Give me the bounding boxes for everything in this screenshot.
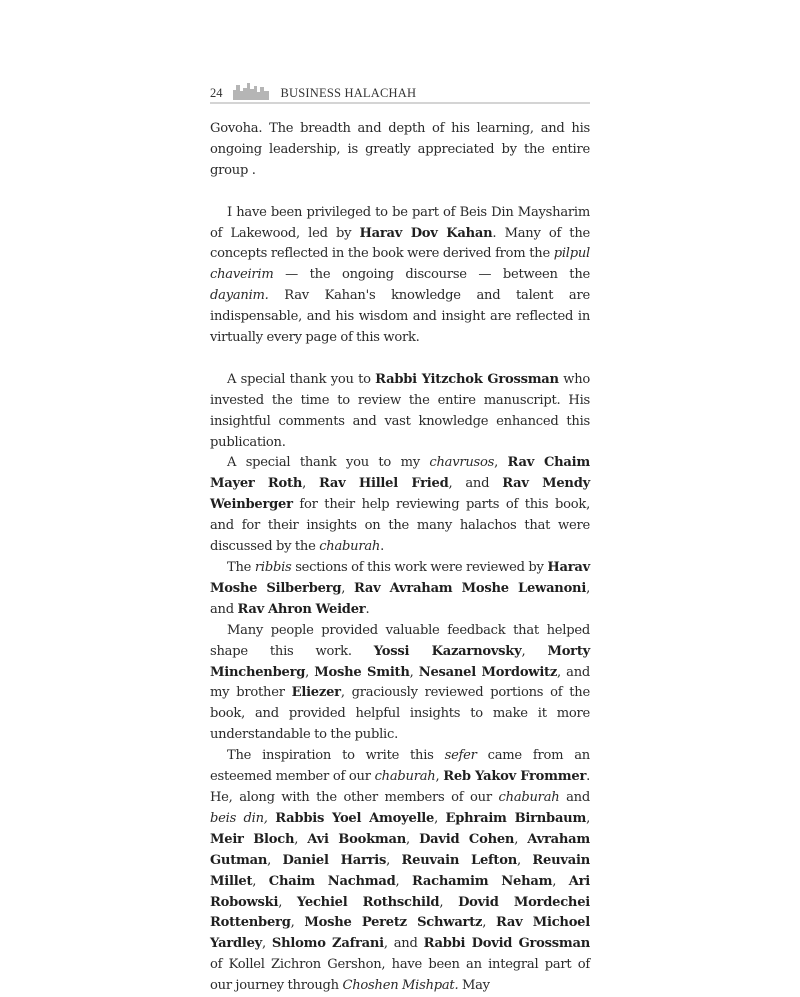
book-page: [210, 78, 590, 997]
text-run: ,: [409, 664, 419, 680]
text-run: ,: [267, 852, 283, 868]
paragraph: [210, 370, 590, 454]
text-run: ,: [494, 455, 508, 471]
bold-name: Rav Michoel Yardley: [210, 915, 590, 952]
text-run: , and: [210, 580, 590, 617]
text-run: ,: [406, 831, 420, 847]
text-run: and: [559, 789, 590, 805]
text-run: Rav Kahan's knowledge and talent are indispensable, and his wisdom and insight are reflected in virtually every page of this work.: [210, 288, 590, 346]
bold-name: Rabbis Yoel Amoyelle: [275, 810, 435, 826]
bold-name: Avraham Gutman: [210, 831, 590, 868]
text-run: sections of this work were reviewed by: [291, 560, 548, 575]
text-run: , and my brother: [210, 664, 591, 701]
text-run: .: [380, 539, 384, 555]
paragraph: [210, 621, 590, 746]
text-run: The inspiration to write this: [227, 748, 445, 764]
bold-name: Rav Avraham Moshe Lewanoni: [353, 580, 587, 596]
bold-name: Reuvain Lefton: [401, 852, 517, 868]
bold-name: Reuvain Millet: [210, 852, 590, 889]
text-run: ,: [262, 936, 272, 952]
italic-term: dayanim.: [210, 288, 269, 304]
italic-term: pilpul chaveirim: [210, 246, 590, 283]
bold-name: Reb Yakov Frommer: [443, 769, 587, 785]
text-run: ,: [252, 873, 269, 889]
italic-term: sefer: [444, 748, 477, 764]
bold-name: Ari Robowski: [210, 873, 590, 910]
text-run: — the ongoing discourse — between the: [273, 267, 590, 283]
bold-name: Dovid Mordechei Rottenberg: [210, 894, 590, 931]
text-run: ,: [586, 810, 590, 826]
paragraph: [210, 558, 590, 621]
italic-term: chaburah: [319, 539, 381, 555]
bold-name: Rav Hillel Fried: [318, 476, 449, 492]
text-run: ,: [341, 580, 354, 596]
city-skyline-icon: [233, 82, 269, 100]
text-run: [268, 811, 276, 826]
bold-name: Ephraim Birnbaum: [445, 810, 587, 826]
italic-term: beis din,: [210, 810, 268, 826]
paragraph: [210, 746, 590, 997]
bold-name: Meir Bloch: [210, 831, 295, 847]
text-run: ,: [482, 915, 496, 931]
bold-name: Avi Bookman: [307, 831, 407, 847]
page-body: [210, 119, 590, 997]
text-run: Govoha. The breadth and depth of his learning, and his ongoing leadership, is greatly appreciated by the entire group .: [210, 121, 590, 178]
bold-name: Daniel Harris: [282, 852, 387, 868]
paragraph: [210, 453, 590, 558]
bold-name: Rav Chaim Mayer Roth: [210, 455, 590, 492]
text-run: .: [365, 601, 370, 617]
text-run: for their help reviewing parts of this book, and for their insights on the many halachos that were discussed by the: [210, 497, 590, 555]
running-head: BUSINESS HALACHAH: [280, 86, 417, 100]
bold-name: Harav Moshe Silberberg: [210, 560, 590, 596]
bold-name: Harav Dov Kahan: [359, 225, 493, 241]
text-run: who invested the time to review the entire manuscript. His insightful comments and vast knowledge enhanced this publication.: [210, 371, 591, 450]
text-run: ,: [290, 915, 305, 931]
text-run: came from an esteemed member of our: [210, 748, 590, 785]
text-run: ,: [305, 664, 315, 680]
bold-name: Chaim Nachmad: [268, 873, 396, 889]
italic-term: ribbis: [254, 560, 292, 575]
bold-name: Yossi Kazarnovsky: [373, 643, 522, 659]
italic-term: chaburah: [374, 769, 436, 785]
text-run: I have been privileged to be part of Beis Din Maysharim of Lakewood, led by: [210, 204, 590, 241]
text-run: , graciously reviewed portions of the book, and provided helpful insights to make it more understandable to the public.: [210, 685, 590, 743]
bold-name: Morty Minchenberg: [210, 643, 590, 680]
text-run: ,: [521, 643, 548, 659]
bold-name: Moshe Smith: [314, 664, 410, 680]
text-run: ,: [294, 831, 308, 847]
text-run: , and: [448, 476, 503, 492]
bold-name: Yechiel Rothschild: [296, 894, 440, 910]
bold-name: Shlomo Zafrani: [271, 936, 384, 952]
text-run: of Kollel Zichron Gershon, have been an integral part of our journey through: [210, 957, 590, 994]
text-run: ,: [395, 873, 412, 889]
page-header: [210, 78, 590, 104]
bold-name: Moshe Peretz Schwartz: [304, 915, 483, 931]
italic-term: chaburah: [498, 789, 560, 805]
page-number: 24: [210, 86, 223, 100]
text-run: ,: [552, 873, 569, 889]
text-run: The: [227, 560, 255, 575]
italic-term: chavrusos: [429, 455, 495, 471]
text-run: ,: [434, 810, 446, 826]
text-run: Many people provided valuable feedback that helped shape this work.: [210, 622, 590, 659]
bold-name: David Cohen: [419, 831, 515, 847]
text-run: . He, along with the other members of our: [210, 769, 591, 805]
bold-name: Rav Ahron Weider: [237, 601, 366, 617]
bold-name: Nesanel Mordowitz: [418, 664, 558, 680]
text-run: ,: [302, 476, 319, 492]
text-run: ,: [439, 894, 459, 910]
text-run: ,: [435, 769, 444, 785]
paragraph: [210, 119, 590, 182]
text-run: ,: [278, 894, 297, 910]
bold-name: Rabbi Yitzchok Grossman: [375, 371, 559, 387]
bold-name: Rachamim Neham: [411, 873, 553, 889]
text-run: , and: [383, 936, 424, 952]
text-run: May: [458, 978, 490, 994]
italic-term: Choshen Mishpat.: [342, 978, 459, 994]
bold-name: Rabbi Dovid Grossman: [423, 936, 590, 952]
text-run: A special thank you to my: [227, 455, 430, 471]
text-run: ,: [516, 852, 533, 868]
bold-name: Rav Mendy Weinberger: [210, 476, 590, 513]
text-run: ,: [514, 831, 528, 847]
text-run: ,: [386, 852, 402, 868]
paragraph: [210, 203, 590, 349]
text-run: . Many of the concepts reflected in the book were derived from the: [210, 225, 591, 262]
text-run: A special thank you to: [227, 371, 376, 387]
bold-name: Eliezer: [291, 685, 341, 701]
